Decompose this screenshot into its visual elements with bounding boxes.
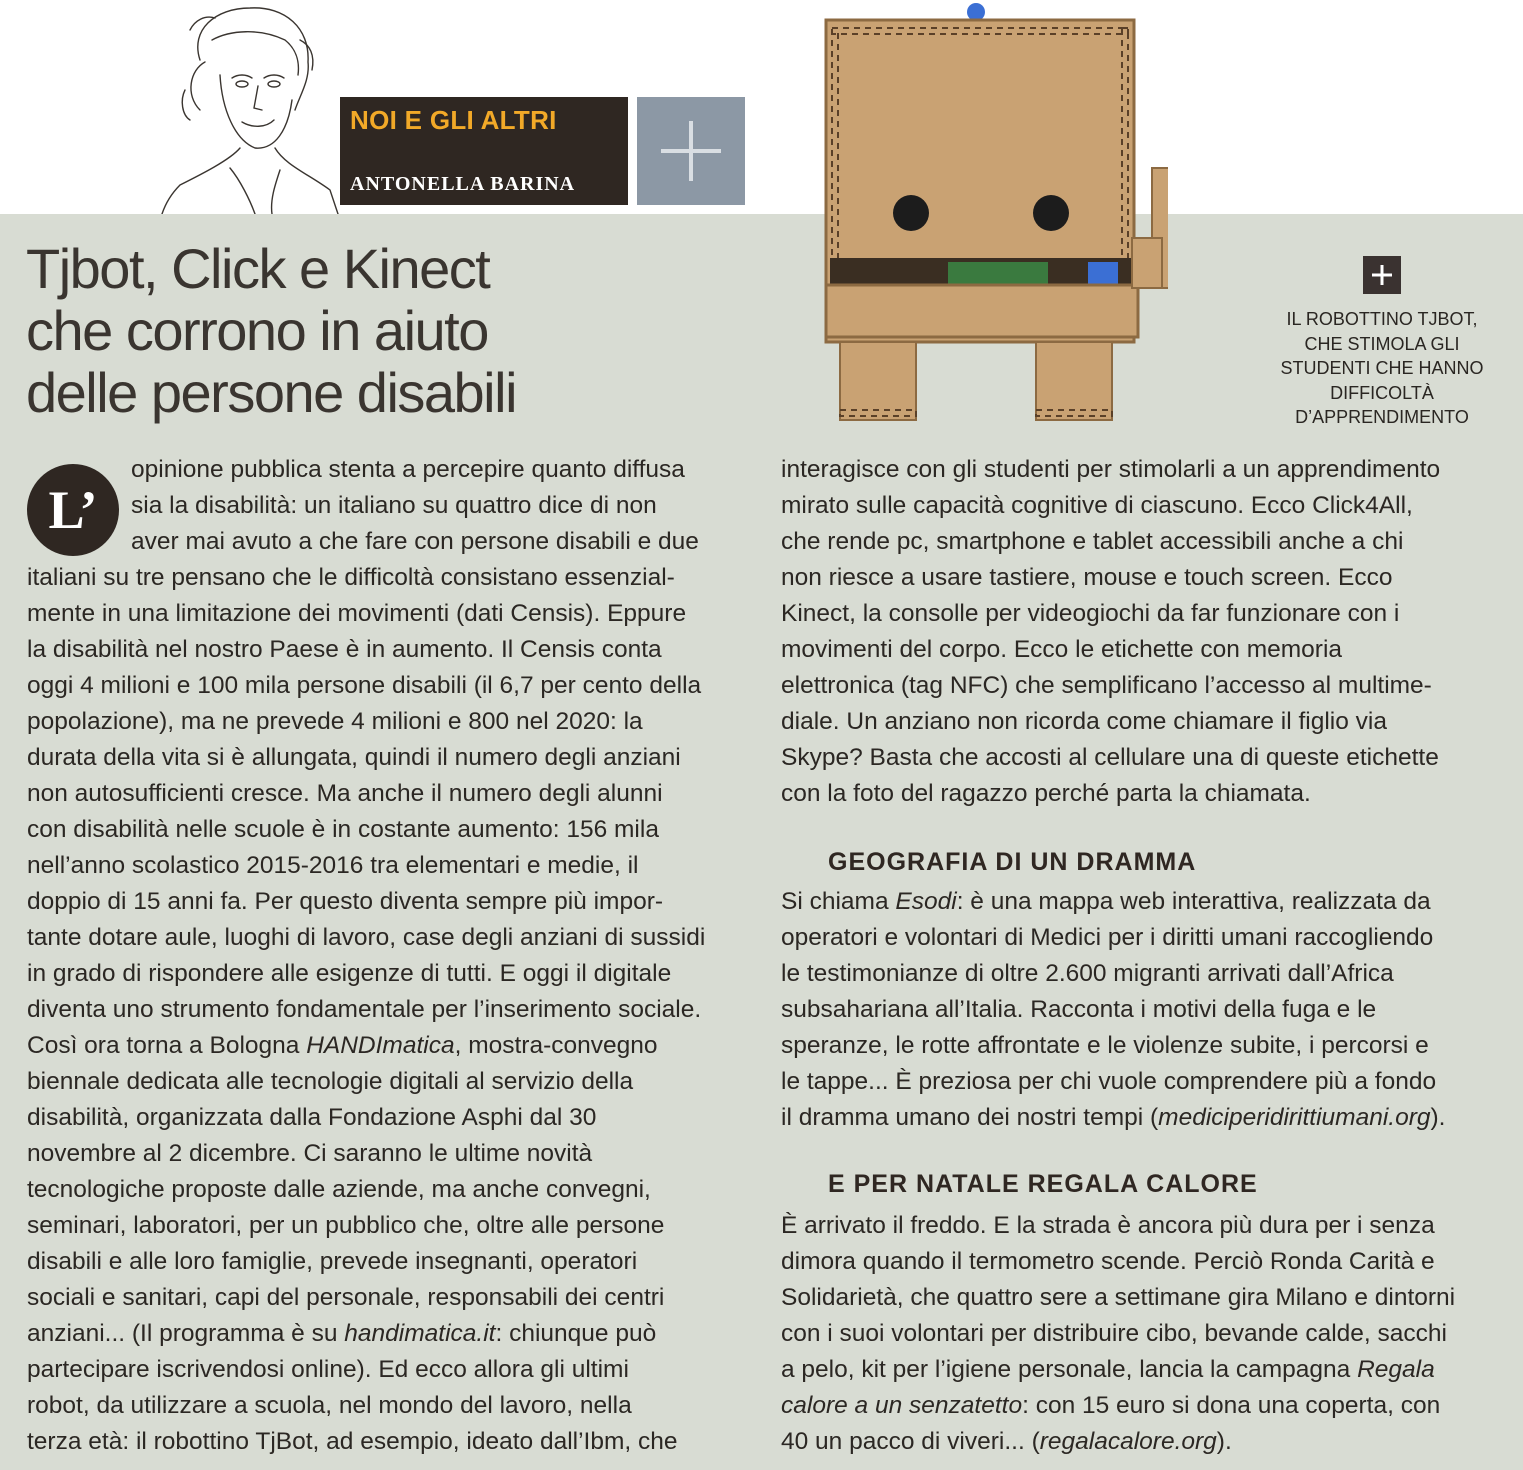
spacer bbox=[781, 812, 1501, 848]
text-line: Skype? Basta che accosti al cellulare una di queste etichette bbox=[781, 744, 1439, 771]
text-line: diventa uno strumento fondamentale per l’inserimento sociale. bbox=[27, 996, 702, 1023]
text-line: in grado di rispondere alle esigenze di tutti. E oggi il digitale bbox=[27, 960, 672, 987]
text-line: Si chiama Esodi: è una mappa web interattiva, realizzata da bbox=[781, 888, 1431, 915]
author-name: ANTONELLA BARINA bbox=[350, 173, 576, 195]
caption-line: STUDENTI CHE HANNO bbox=[1280, 358, 1484, 378]
section-heading: GEOGRAFIA DI UN DRAMMA bbox=[828, 848, 1197, 876]
text-line: 40 un pacco di viveri... (regalacalore.org). bbox=[781, 1428, 1232, 1455]
photo-caption bbox=[1262, 307, 1502, 430]
section-heading: E PER NATALE REGALA CALORE bbox=[828, 1170, 1258, 1198]
text-line: durata della vita si è allungata, quindi il numero degli anziani bbox=[27, 744, 681, 771]
text-line: calore a un senzatetto: con 15 euro si dona una coperta, con bbox=[781, 1392, 1441, 1419]
article-column-left bbox=[27, 452, 747, 1460]
cardboard-robot-photo bbox=[818, 0, 1168, 425]
text-line: operatori e volontari di Medici per i diritti umani raccogliendo bbox=[781, 924, 1434, 951]
text-line: partecipare iscrivendosi online). Ed ecco allora gli ultimi bbox=[27, 1356, 629, 1383]
column-title: NOI E GLI ALTRI bbox=[350, 105, 557, 135]
text-line: non autosufficienti cresce. Ma anche il numero degli alunni bbox=[27, 780, 663, 807]
text-line: a pelo, kit per l’igiene personale, lancia la campagna Regala bbox=[781, 1356, 1435, 1383]
text-line: Kinect, la consolle per videogiochi da far funzionare con i bbox=[781, 600, 1400, 627]
text-line: biennale dedicata alle tecnologie digitali al servizio della bbox=[27, 1068, 634, 1095]
caption-line: CHE STIMOLA GLI bbox=[1304, 333, 1460, 354]
article-column-right bbox=[781, 452, 1501, 1460]
caption-line: DIFFICOLTÀ bbox=[1330, 382, 1434, 403]
campaign-name: Regala bbox=[1357, 1356, 1435, 1383]
text-line: movimenti del corpo. Ecco le etichette con memoria bbox=[781, 636, 1343, 663]
text-line: opinione pubblica stenta a percepire quanto diffusa bbox=[131, 456, 685, 483]
text-line: diale. Un anziano non ricorda come chiamare il figlio via bbox=[781, 708, 1388, 735]
text-line: elettronica (tag NFC) che semplificano l’accesso al multime- bbox=[781, 672, 1432, 699]
text-line: robot, da utilizzare a scuola, nel mondo del lavoro, nella bbox=[27, 1392, 632, 1419]
column-label bbox=[340, 97, 628, 205]
text-line: dimora quando il termometro scende. Perciò Ronda Carità e bbox=[781, 1248, 1435, 1275]
text-line: novembre al 2 dicembre. Ci saranno le ultime novità bbox=[27, 1140, 593, 1167]
website-link: handimatica.it bbox=[344, 1320, 496, 1347]
text-line: mente in una limitazione dei movimenti (dati Censis). Eppure bbox=[27, 600, 687, 627]
text-line: Solidarietà, che quattro sere a settimane gira Milano e dintorni bbox=[781, 1284, 1456, 1311]
text-line: sia la disabilità: un italiano su quattro dice di non bbox=[131, 492, 657, 519]
text-line: anziani... (Il programma è su handimatica.it: chiunque può bbox=[27, 1320, 657, 1347]
event-name: HANDImatica bbox=[306, 1032, 455, 1059]
text-line: popolazione), ma ne prevede 4 milioni e 800 nel 2020: la bbox=[27, 708, 643, 735]
text-line: Così ora torna a Bologna HANDImatica, mostra-convegno bbox=[27, 1032, 658, 1059]
headline-line: Tjbot, Click e Kinect bbox=[26, 237, 490, 300]
text-line: nell’anno scolastico 2015-2016 tra elementari e medie, il bbox=[27, 852, 639, 879]
website-link: regalacalore.org bbox=[1039, 1428, 1217, 1455]
plus-icon bbox=[637, 97, 745, 205]
text-line: speranze, le rotte affrontate e le violenze subite, i percorsi e bbox=[781, 1032, 1429, 1059]
spacer bbox=[781, 1136, 1501, 1172]
text-line: la disabilità nel nostro Paese è in aumento. Il Censis conta bbox=[27, 636, 662, 663]
text-line: aver mai avuto a che fare con persone disabili e due bbox=[131, 528, 699, 555]
text-line: le tappe... È preziosa per chi vuole comprendere più a fondo bbox=[781, 1068, 1437, 1095]
headline-line: delle persone disabili bbox=[26, 361, 517, 424]
text-line: tecnologiche proposte dalle aziende, ma anche convegni, bbox=[27, 1176, 651, 1203]
text-line: subsahariana all’Italia. Racconta i motivi della fuga e le bbox=[781, 996, 1377, 1023]
author-portrait-illustration bbox=[160, 0, 340, 214]
text-line: tante dotare aule, luoghi di lavoro, case degli anziani di sussidi bbox=[27, 924, 706, 951]
text-line: il dramma umano dei nostri tempi (mediciperidirittiumani.org). bbox=[781, 1104, 1446, 1131]
caption-line: IL ROBOTTINO TJBOT, bbox=[1286, 309, 1478, 329]
article-headline bbox=[26, 238, 516, 424]
text-line: mirato sulle capacità cognitive di ciascuno. Ecco Click4All, bbox=[781, 492, 1413, 519]
text-line: È arrivato il freddo. E la strada è ancora più dura per i senza bbox=[781, 1212, 1435, 1239]
text-line: sociali e sanitari, capi del personale, responsabili dei centri bbox=[27, 1284, 665, 1311]
drop-cap: L’ bbox=[27, 464, 119, 556]
website-link: mediciperidirittiumani.org bbox=[1158, 1104, 1431, 1131]
caption-line: D’APPRENDIMENTO bbox=[1295, 407, 1469, 427]
text-line: con la foto del ragazzo perché parta la chiamata. bbox=[781, 780, 1311, 807]
project-name: Esodi bbox=[895, 888, 957, 915]
text-line: che rende pc, smartphone e tablet accessibili anche a chi bbox=[781, 528, 1404, 555]
text-line: con i suoi volontari per distribuire cibo, bevande calde, sacchi bbox=[781, 1320, 1447, 1347]
text-line: oggi 4 milioni e 100 mila persone disabili (il 6,7 per cento della bbox=[27, 672, 702, 699]
headline-line: che corrono in aiuto bbox=[26, 299, 488, 362]
text-line: seminari, laboratori, per un pubblico che, oltre alle persone bbox=[27, 1212, 665, 1239]
text-line: le testimonianze di oltre 2.600 migranti arrivati dall’Africa bbox=[781, 960, 1394, 987]
text-line: non riesce a usare tastiere, mouse e touch screen. Ecco bbox=[781, 564, 1393, 591]
text-line: disabilità, organizzata dalla Fondazione Asphi dal 30 bbox=[27, 1104, 597, 1131]
text-line: italiani su tre pensano che le difficoltà consistano essenzial- bbox=[27, 564, 675, 591]
text-line: interagisce con gli studenti per stimolarli a un apprendimento bbox=[781, 456, 1441, 483]
text-line: disabili e alle loro famiglie, prevede insegnanti, operatori bbox=[27, 1248, 638, 1275]
text-line: terza età: il robottino TjBot, ad esempio, ideato dall’Ibm, che bbox=[27, 1428, 678, 1455]
text-line: doppio di 15 anni fa. Per questo diventa sempre più impor- bbox=[27, 888, 664, 915]
campaign-name: calore a un senzatetto bbox=[781, 1392, 1023, 1419]
text-line: con disabilità nelle scuole è in costante aumento: 156 mila bbox=[27, 816, 659, 843]
caption-plus-icon bbox=[1363, 256, 1401, 294]
